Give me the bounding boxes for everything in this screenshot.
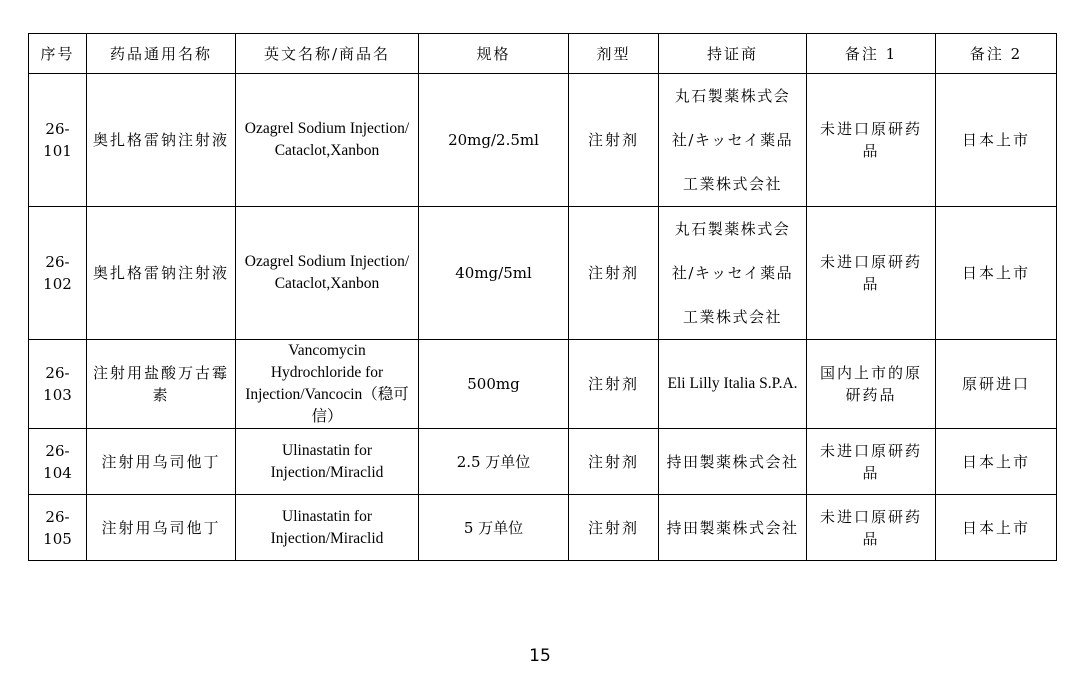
drug-list-table-container [28, 33, 1057, 561]
cell-note1: 未进口原研药品 [807, 74, 936, 207]
cell-id: 26-102 [29, 207, 87, 340]
header-index: 序号 [29, 34, 87, 74]
cell-note2: 日本上市 [936, 74, 1057, 207]
header-note2: 备注 2 [936, 34, 1057, 74]
drug-list-table [28, 33, 1057, 561]
table-row [29, 207, 1057, 340]
cell-english-name: Ulinastatin for Injection/Miraclid [236, 495, 419, 561]
table-header-row [29, 34, 1057, 74]
cell-note2: 日本上市 [936, 495, 1057, 561]
cell-dosage-form: 注射剂 [569, 207, 659, 340]
cell-spec: 5 万单位 [419, 495, 569, 561]
cell-generic-name: 注射用盐酸万古霉素 [87, 340, 236, 429]
table-row [29, 74, 1057, 207]
cell-note2: 日本上市 [936, 429, 1057, 495]
cell-id: 26-103 [29, 340, 87, 429]
cell-spec: 2.5 万单位 [419, 429, 569, 495]
cell-id: 26-101 [29, 74, 87, 207]
cell-dosage-form: 注射剂 [569, 429, 659, 495]
cell-holder: Eli Lilly Italia S.P.A. [659, 340, 807, 429]
table-row [29, 340, 1057, 429]
cell-note1: 未进口原研药品 [807, 495, 936, 561]
cell-note1: 国内上市的原研药品 [807, 340, 936, 429]
cell-english-name: Ozagrel Sodium Injection/Cataclot,Xanbon [236, 74, 419, 207]
cell-english-name: Ozagrel Sodium Injection/Cataclot,Xanbon [236, 207, 419, 340]
table-row [29, 495, 1057, 561]
cell-english-name: Vancomycin Hydrochloride for Injection/Vancocin（稳可信） [236, 340, 419, 429]
header-generic-name: 药品通用名称 [87, 34, 236, 74]
cell-holder [659, 207, 807, 340]
cell-spec: 40mg/5ml [419, 207, 569, 340]
table-row [29, 429, 1057, 495]
cell-id: 26-104 [29, 429, 87, 495]
cell-dosage-form: 注射剂 [569, 340, 659, 429]
page-number: 15 [529, 646, 551, 666]
cell-holder: 持田製薬株式会社 [659, 429, 807, 495]
header-spec: 规格 [419, 34, 569, 74]
header-holder: 持证商 [659, 34, 807, 74]
cell-generic-name: 注射用乌司他丁 [87, 429, 236, 495]
cell-holder [659, 74, 807, 207]
cell-spec: 500mg [419, 340, 569, 429]
holder-text: 丸石製薬株式会社/キッセイ薬品工業株式会社 [671, 220, 794, 326]
cell-dosage-form: 注射剂 [569, 495, 659, 561]
cell-english-name: Ulinastatin for Injection/Miraclid [236, 429, 419, 495]
cell-spec: 20mg/2.5ml [419, 74, 569, 207]
cell-dosage-form: 注射剂 [569, 74, 659, 207]
cell-note1: 未进口原研药品 [807, 429, 936, 495]
header-dosage-form: 剂型 [569, 34, 659, 74]
cell-note1: 未进口原研药品 [807, 207, 936, 340]
cell-holder: 持田製薬株式会社 [659, 495, 807, 561]
header-english-name: 英文名称/商品名 [236, 34, 419, 74]
holder-text: 丸石製薬株式会社/キッセイ薬品工業株式会社 [671, 87, 794, 193]
cell-note2: 原研进口 [936, 340, 1057, 429]
cell-generic-name: 奥扎格雷钠注射液 [87, 207, 236, 340]
cell-generic-name: 奥扎格雷钠注射液 [87, 74, 236, 207]
header-note1: 备注 1 [807, 34, 936, 74]
cell-note2: 日本上市 [936, 207, 1057, 340]
cell-id: 26-105 [29, 495, 87, 561]
cell-generic-name: 注射用乌司他丁 [87, 495, 236, 561]
